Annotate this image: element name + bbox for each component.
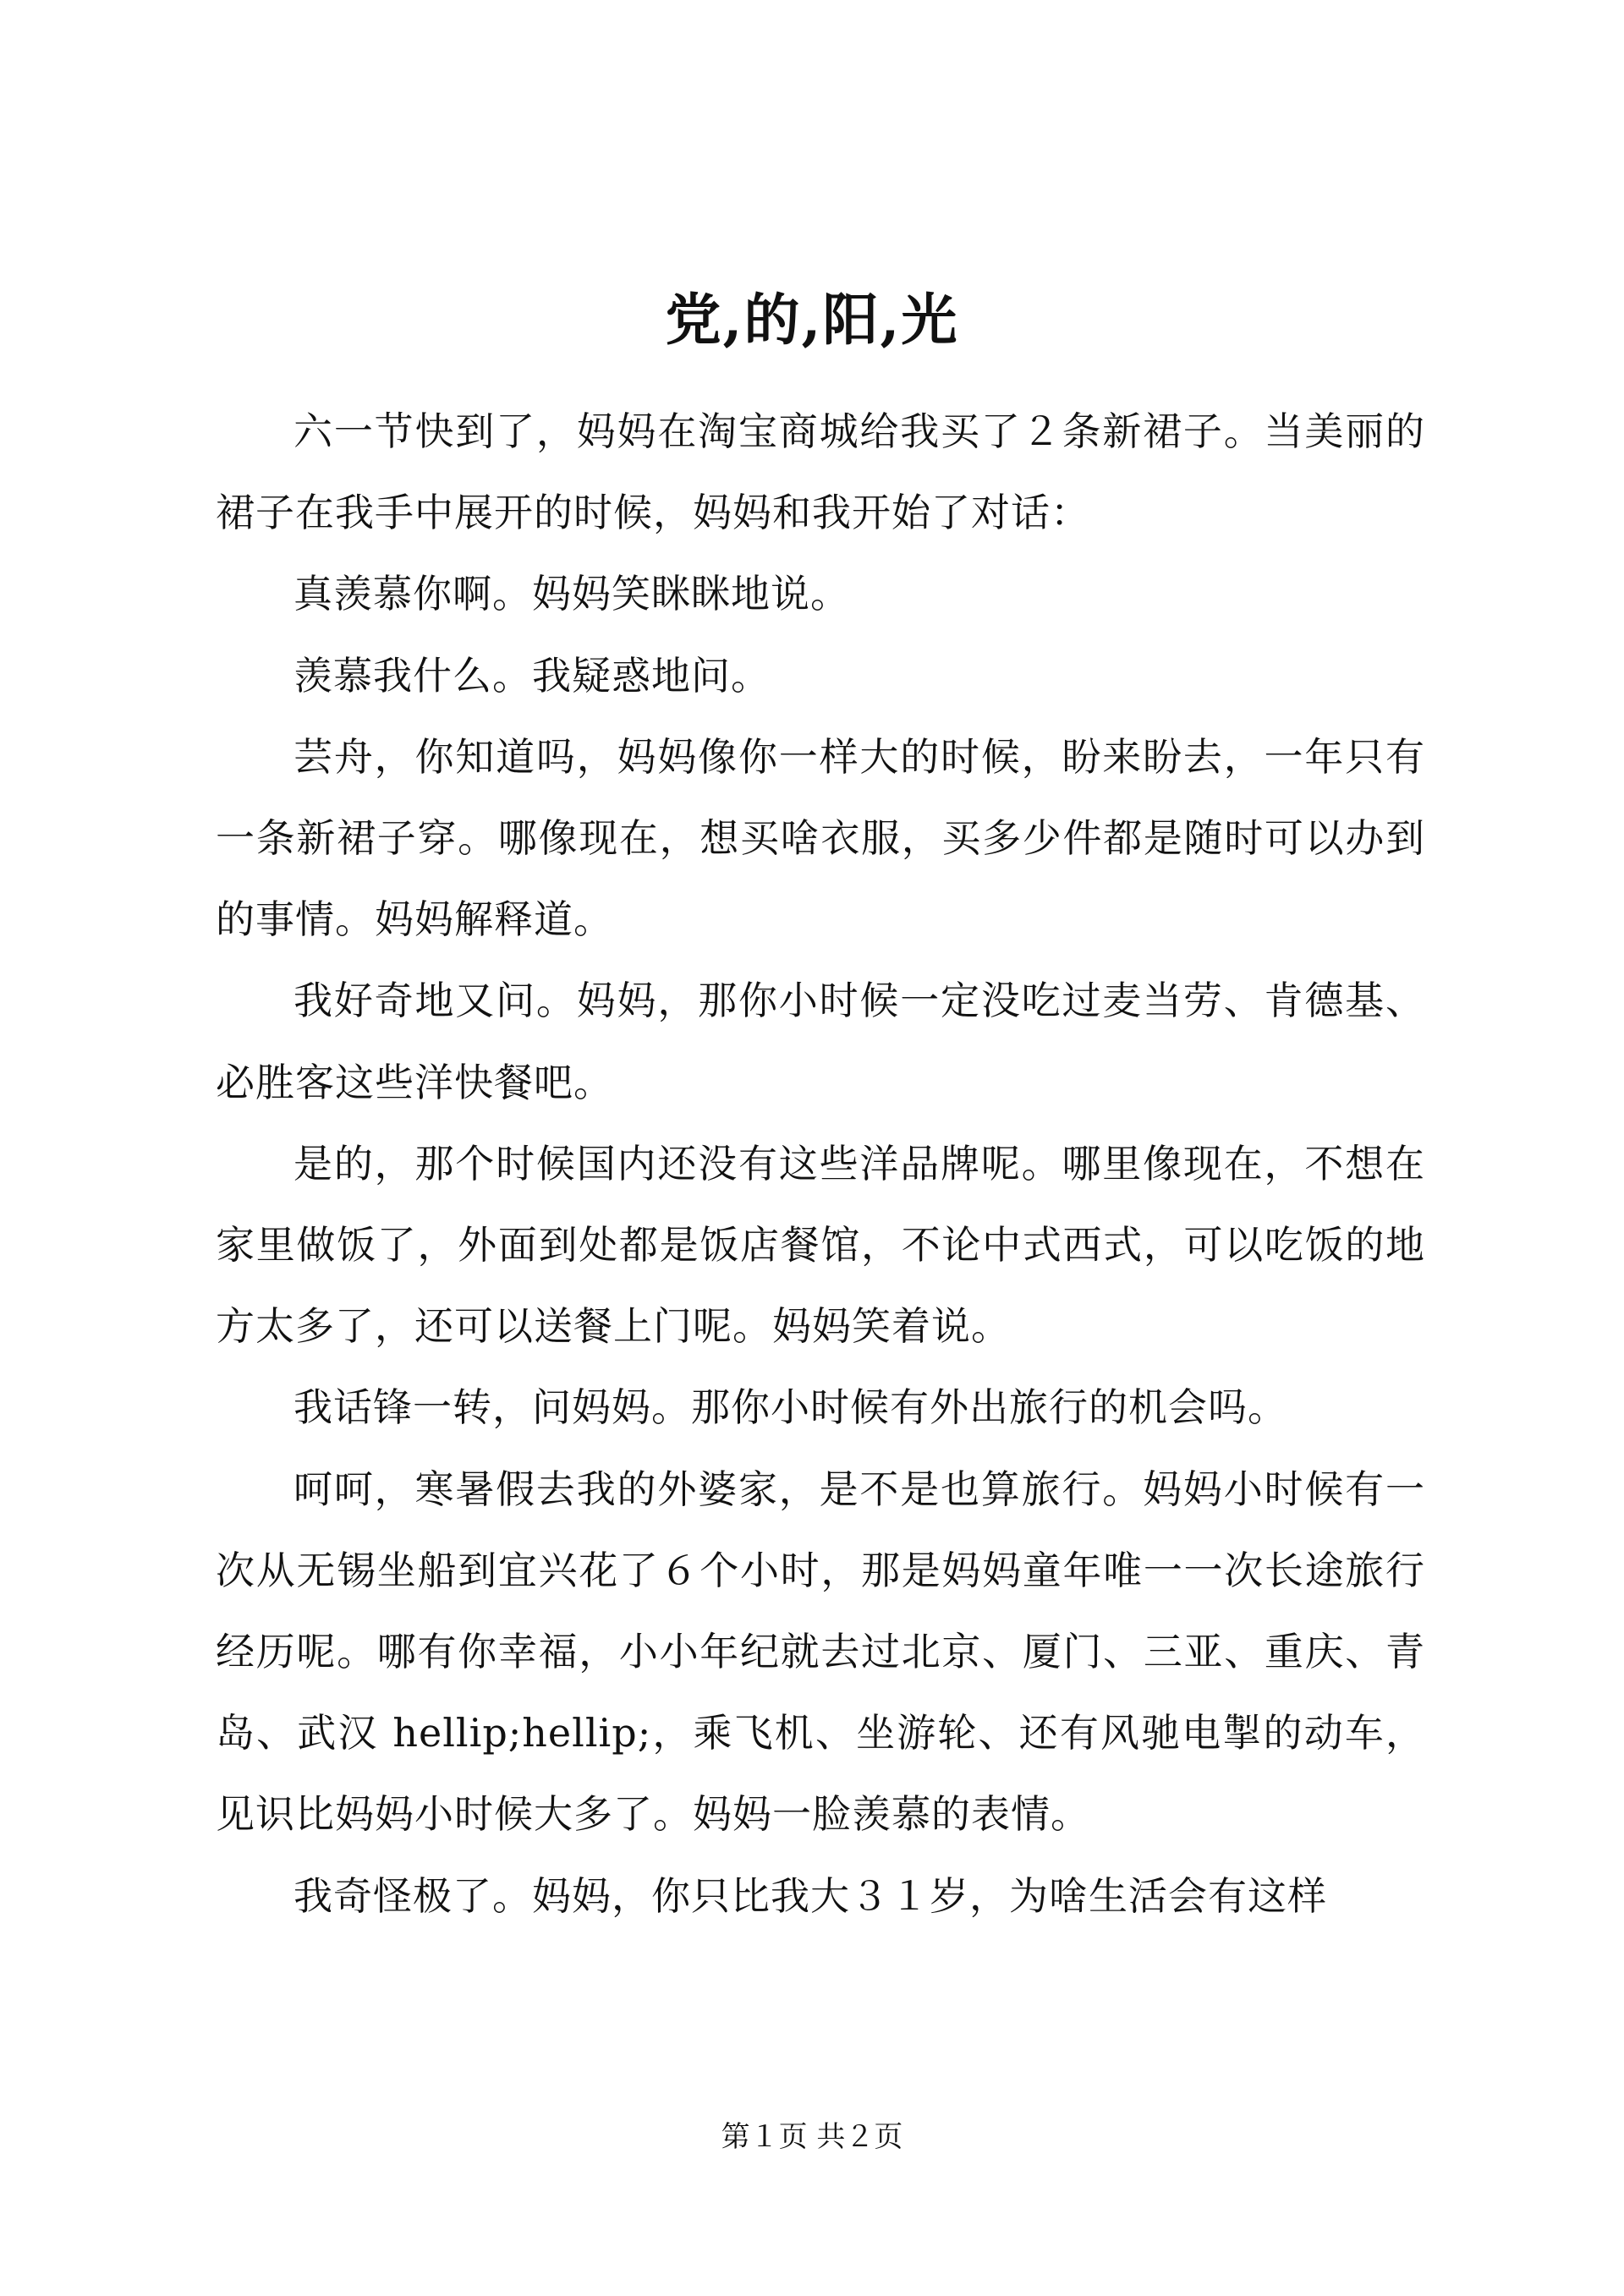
paragraph: 我奇怪极了。妈妈，你只比我大３１岁，为啥生活会有这样 bbox=[294, 1872, 1327, 1919]
paragraph: 我话锋一转，问妈妈。那你小时候有外出旅行的机会吗。 bbox=[294, 1384, 1287, 1431]
document-body bbox=[216, 391, 1425, 1937]
paragraph: 呵呵，寒暑假去我的外婆家，是不是也算旅行。妈妈小时候有一次从无锡坐船到宜兴花了６个小时，那是妈妈童年唯一一次长途旅行经历呢。哪有你幸福，小小年纪就去过北京、厦门、三亚、重庆、青岛、武汉 hellip;hellip;，乘飞机、坐游轮、还有风驰电掣的动车，见识比妈妈小时候大多了。妈妈一脸羡慕的表情。 bbox=[216, 1466, 1425, 1838]
paragraph: 羡慕我什么。我疑惑地问。 bbox=[294, 652, 771, 699]
document-title: 党,的,阳,光 bbox=[665, 287, 959, 353]
page-footer: 第１页 共２页 bbox=[721, 2120, 903, 2154]
paragraph: 我好奇地又问。妈妈，那你小时候一定没吃过麦当劳、肯德基、必胜客这些洋快餐吧。 bbox=[216, 978, 1425, 1105]
paragraph: 是的，那个时候国内还没有这些洋品牌呢。哪里像现在，不想在家里做饭了，外面到处都是饭店餐馆，不论中式西式，可以吃饭的地方太多了，还可以送餐上门呢。妈妈笑着说。 bbox=[216, 1140, 1425, 1350]
paragraph: 芸舟，你知道吗，妈妈像你一样大的时候，盼来盼去，一年只有一条新裙子穿。哪像现在，想买啥衣服，买多少件都是随时可以办到的事情。妈妈解释道。 bbox=[216, 733, 1425, 943]
paragraph: 真羡慕你啊。妈妈笑眯眯地说。 bbox=[294, 571, 850, 617]
paragraph: 六一节快到了，妈妈在淘宝商城给我买了２条新裙子。当美丽的裙子在我手中展开的时候，妈妈和我开始了对话： bbox=[216, 408, 1425, 536]
